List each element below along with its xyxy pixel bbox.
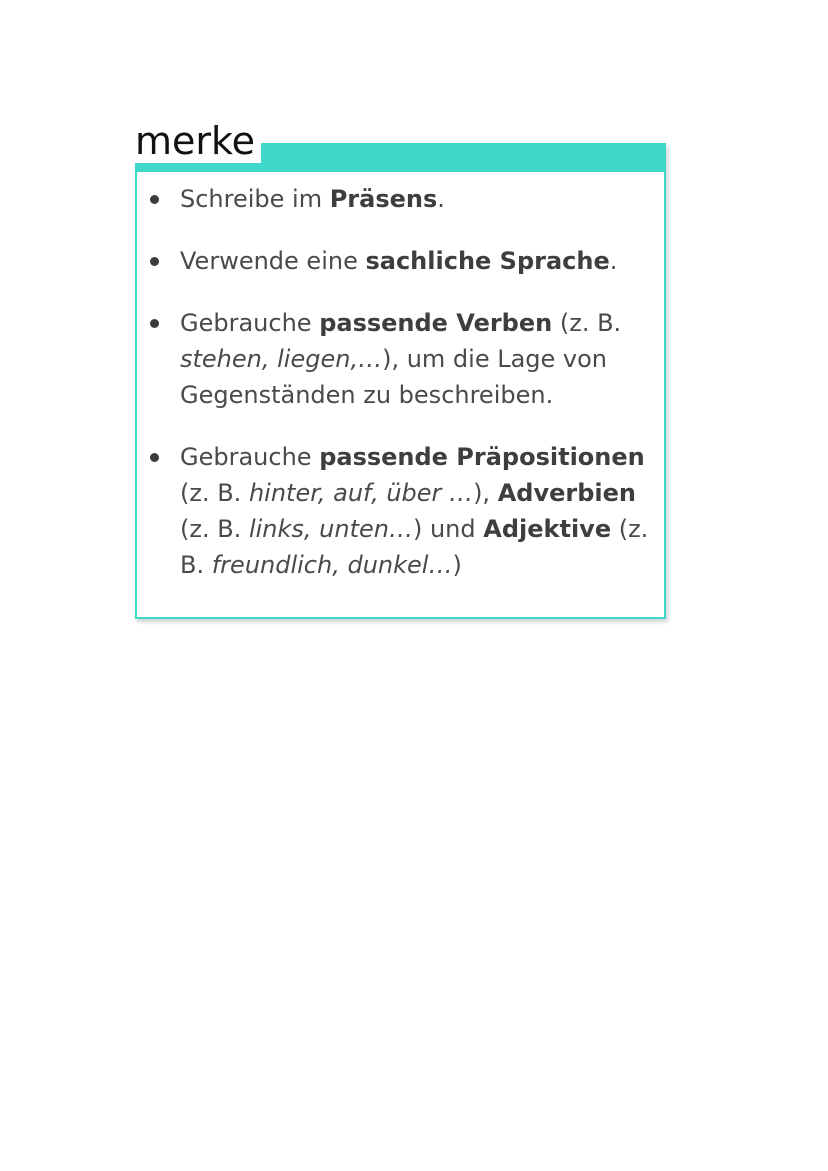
- rule-segment: Gebrauche: [180, 443, 320, 471]
- rule-segment: (z. B.: [180, 515, 649, 579]
- rule-text: [180, 185, 445, 213]
- example-words: links, unten…: [248, 515, 413, 543]
- rule-item: [137, 181, 664, 217]
- bullet-icon: [150, 319, 159, 328]
- rule-segment: ) und: [412, 515, 484, 543]
- rule-segment: ),: [473, 479, 498, 507]
- rule-segment: .: [437, 185, 445, 213]
- card-title: merke: [131, 119, 261, 163]
- bold-term: Präsens: [329, 185, 438, 213]
- bold-term: Adverbien: [497, 479, 636, 507]
- rule-segment: ), um die Lage von Gegenständen zu beschreiben.: [180, 345, 608, 409]
- bold-term: passende Verben: [319, 309, 553, 337]
- rule-segment: Gebrauche: [180, 309, 320, 337]
- example-words: freundlich, dunkel…: [211, 551, 453, 579]
- rule-segment: Schreibe im: [180, 185, 330, 213]
- bullet-icon: [150, 195, 159, 204]
- rule-text: [180, 247, 617, 275]
- rule-item: [137, 305, 664, 413]
- rule-segment: ): [452, 551, 462, 579]
- rule-segment: (z. B.: [180, 515, 249, 543]
- bold-term: Adjektive: [483, 515, 612, 543]
- rule-item: [137, 439, 664, 583]
- rule-segment: (z. B.: [552, 309, 622, 337]
- rule-segment: (z. B.: [180, 479, 249, 507]
- example-words: hinter, auf, über …: [248, 479, 474, 507]
- merke-card: [135, 119, 666, 619]
- rule-segment: Verwende eine: [180, 247, 366, 275]
- rule-list: [137, 181, 664, 609]
- rule-item: [137, 243, 664, 279]
- rule-text: [180, 309, 621, 409]
- bullet-icon: [150, 257, 159, 266]
- bold-term: passende Präpositionen: [319, 443, 645, 471]
- bold-term: sachliche Sprache: [365, 247, 610, 275]
- rule-text: [180, 443, 648, 579]
- bullet-icon: [150, 453, 159, 462]
- example-words: stehen, liegen,…: [180, 345, 383, 373]
- rule-segment: .: [609, 247, 618, 275]
